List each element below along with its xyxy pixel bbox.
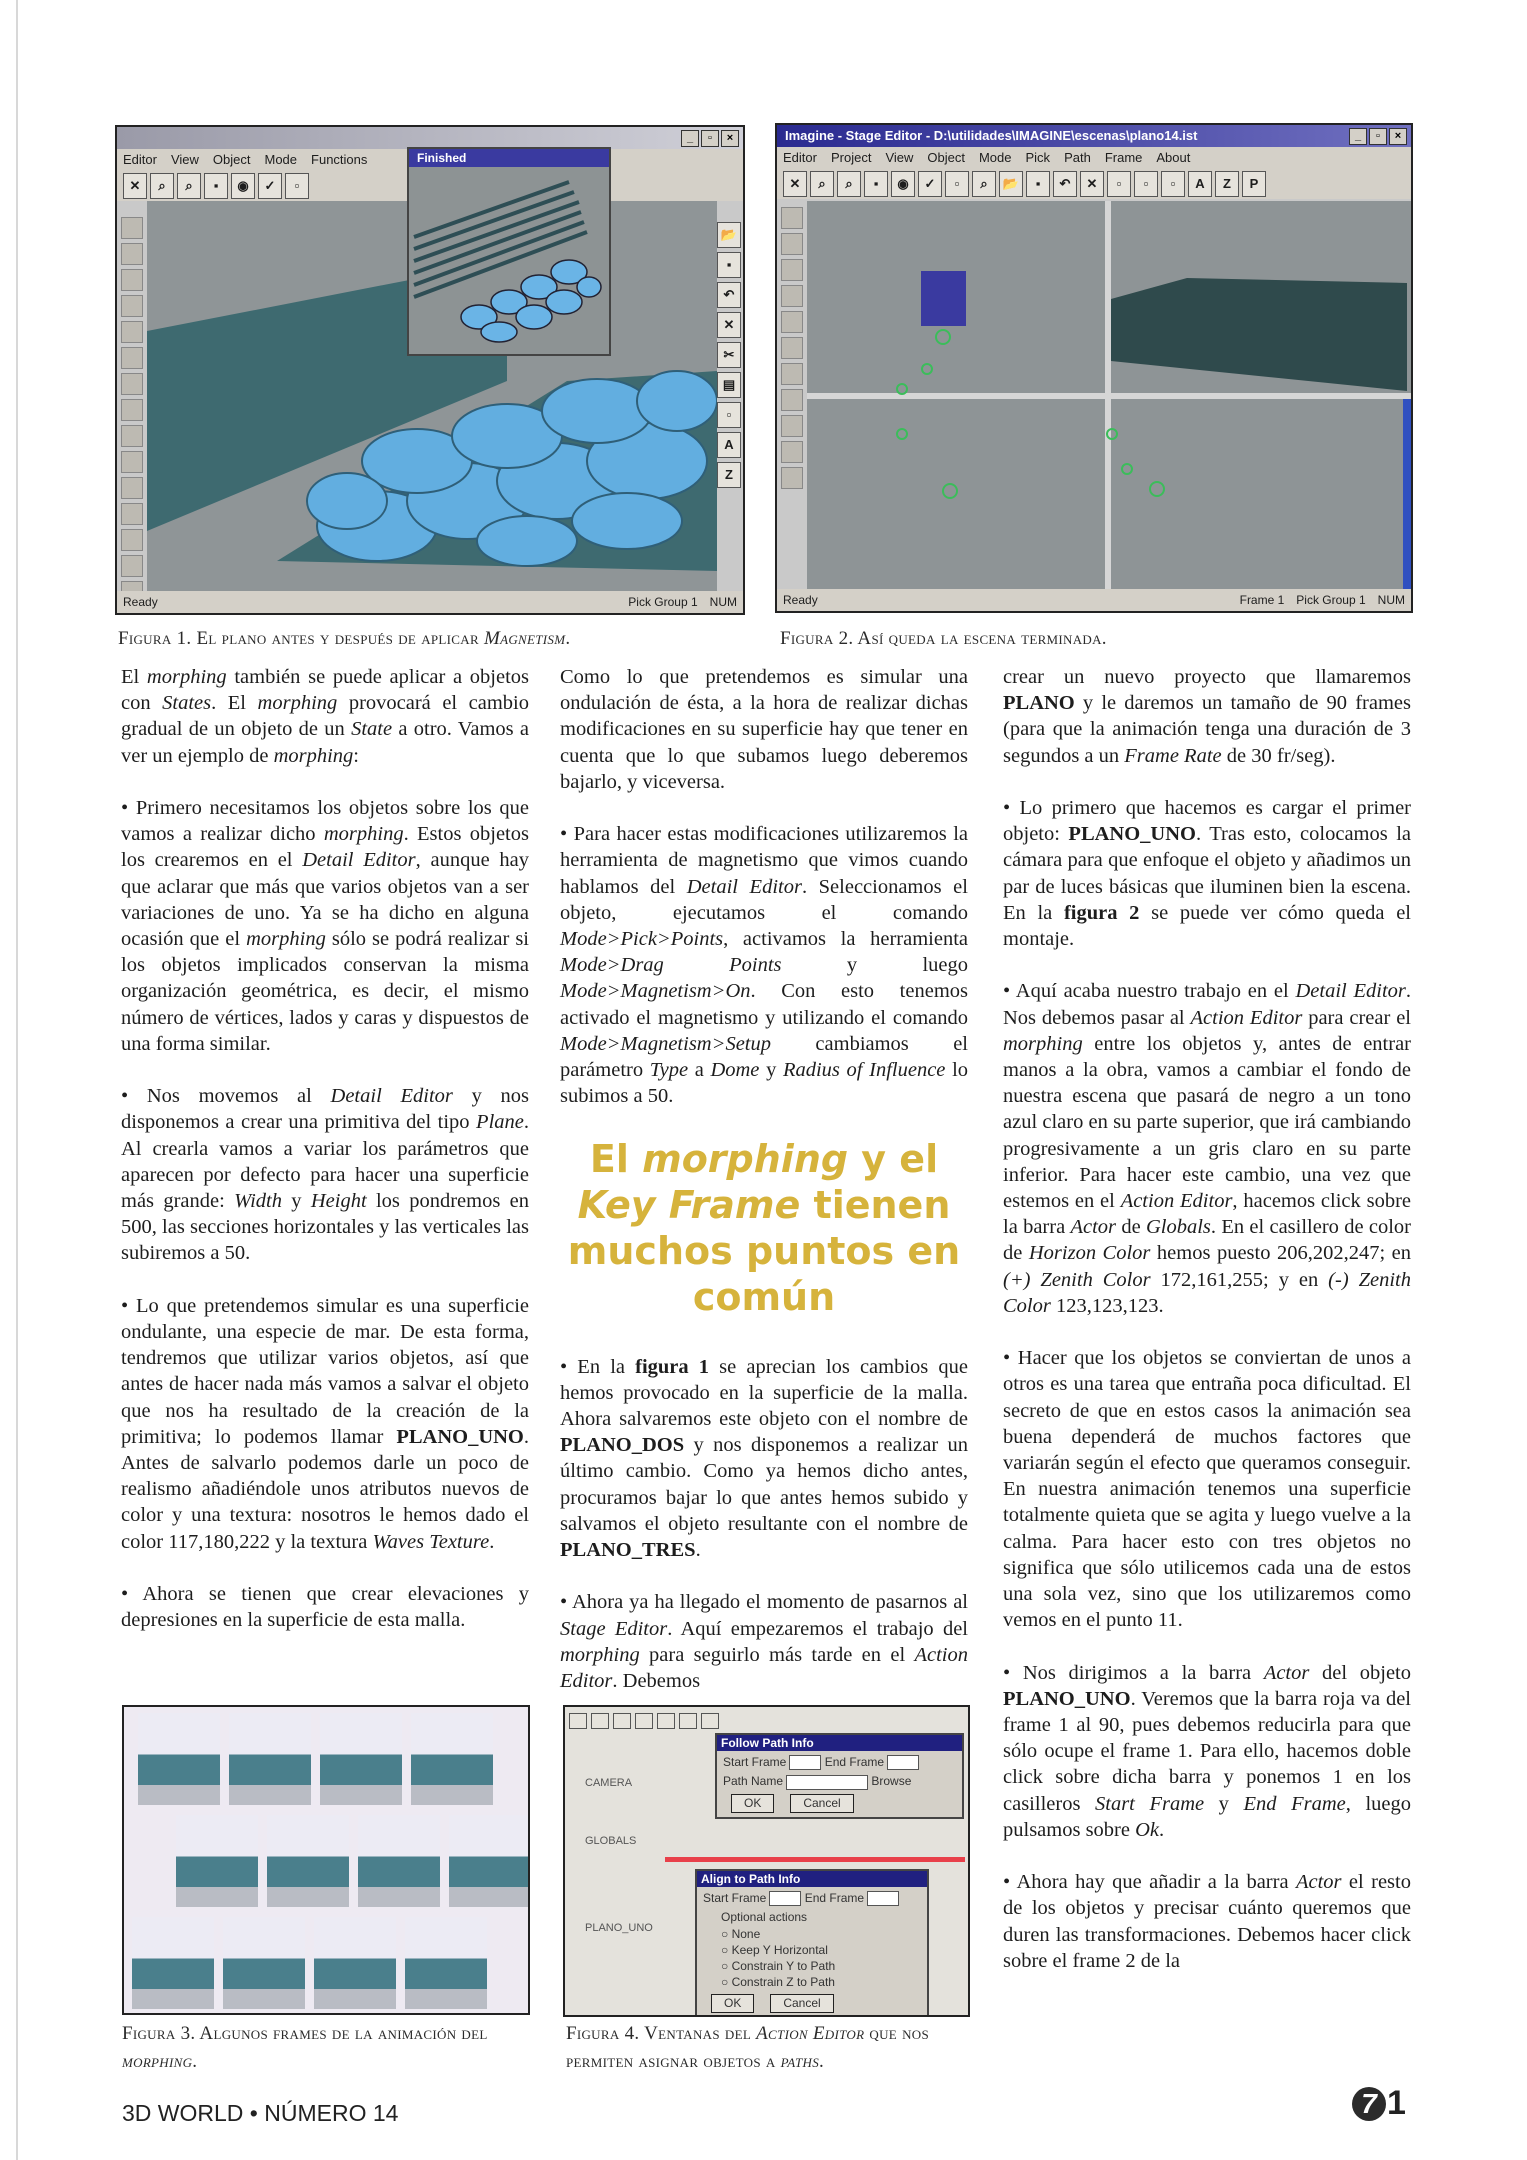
ok-button[interactable]: OK <box>711 1994 754 2013</box>
menu-bar <box>777 147 1411 169</box>
text-run: • Primero necesitamos los objetos sobre los que vamos a realizar dicho <box>121 797 529 846</box>
text-run: del objeto <box>1309 1661 1411 1684</box>
text-run: y <box>1204 1792 1244 1815</box>
text-run: • En la <box>560 1355 636 1378</box>
actor-bar[interactable] <box>665 1857 965 1862</box>
text-run: Plane <box>476 1111 524 1134</box>
follow-path-dialog <box>715 1733 964 1819</box>
text-run: figura 1 <box>635 1355 710 1378</box>
text-run: y el <box>848 1136 939 1181</box>
radio-option[interactable]: ○ Constrain Z to Path <box>721 1975 835 1990</box>
cancel-button[interactable]: Cancel <box>790 1794 853 1813</box>
status-pick-group: Pick Group 1 <box>1296 593 1366 607</box>
text-run: Ok <box>1135 1818 1160 1841</box>
text-run: • Nos dirigimos a la barra <box>1003 1661 1264 1684</box>
menu-item: Path <box>1064 150 1091 165</box>
text-run: cambiamos el parámetro <box>560 1032 968 1082</box>
menu-item: Editor <box>783 150 817 165</box>
window-controls: _ ▫ × <box>681 130 739 147</box>
text-run: • Hacer que los objetos se conviertan de unos a otros es una tarea que entraña poca dificultad. El secreto de que en estos casos la animación sea buena dependerá de muchos factores que variarán según el efecto que queramos conseguir. En nuestra animación tenemos una superficie totalmente quieta que se agita y luego vuelve a la calma. Para hacer esto con tres objetos no significa que sólo utilicemos cada una de estos una sola vez, sino que los utilizaremos como vemos en el punto 11. <box>1003 1347 1411 1632</box>
status-text: Ready <box>123 595 158 609</box>
text-run: . El <box>211 692 258 715</box>
start-frame-input[interactable] <box>789 1755 821 1770</box>
text-run: Action Editor <box>1120 1190 1233 1213</box>
window-titlebar: Imagine - Stage Editor - D:\utilidades\IMAGINE\escenas\plano14.ist <box>777 125 1411 147</box>
column-1 <box>121 664 529 1660</box>
caption-text: Figura 4. Ventanas del <box>566 2023 757 2044</box>
text-run: State <box>351 718 393 741</box>
text-run: provocará el cambio gradual de un objeto de un <box>121 692 529 741</box>
figure-4-caption <box>566 2020 976 2076</box>
text-run: y nos disponemos a realizar un último cambio. Como ya hemos dicho antes, procuramos bajar lo que antes hemos subido y salvamos el objeto resultante con el nombre de <box>560 1434 968 1535</box>
end-frame-label: End Frame <box>804 1891 865 1905</box>
text-run: PLANO_DOS <box>560 1434 685 1457</box>
text-run: • Ahora se tienen que crear elevaciones y depresiones en la superficie de esta malla. <box>121 1583 529 1632</box>
status-text: Ready <box>783 593 818 607</box>
page-number-circle: 7 <box>1352 2087 1386 2121</box>
paragraph <box>1003 1660 1411 1843</box>
text-run: crear un nuevo proyecto que llamaremos <box>1003 666 1411 688</box>
text-run: y le daremos un tamaño de 90 frames (para que la animación tenga una duración de 3 segundos a un <box>1003 692 1411 767</box>
text-run: y <box>759 1059 783 1082</box>
dialog-title: Follow Path Info <box>717 1735 962 1751</box>
toolbar: ✕ ⌕ ⌕ ▪ ◉ ✓ ▫ <box>117 171 743 201</box>
text-run: Frame Rate <box>1124 744 1222 767</box>
caption-text: . <box>192 2051 198 2072</box>
path-name-input[interactable] <box>786 1775 868 1790</box>
caption-italic: Action Editor <box>756 2023 865 2044</box>
text-run: Stage Editor <box>560 1617 668 1640</box>
text-run: el resto de los objetos y precisar cuánto queremos que duren las transformaciones. Debemos hacer click sobre el frame 2 de la <box>1003 1871 1411 1972</box>
caption-text: que nos permiten asignar objetos a <box>566 2023 929 2072</box>
end-frame-label: End Frame <box>824 1755 885 1769</box>
figure-3-caption <box>122 2020 532 2076</box>
figure-1-caption <box>118 626 570 652</box>
paragraph <box>1003 1345 1411 1633</box>
menu-item: Object <box>212 152 251 167</box>
text-run: 123,123,123. <box>1050 1294 1164 1317</box>
radio-label: Keep Y Horizontal <box>731 1943 828 1958</box>
morph-frame-thumbnail <box>449 1815 530 1907</box>
morph-frame-thumbnail <box>358 1815 440 1907</box>
text-run: . Debemos <box>612 1670 701 1693</box>
paragraph <box>121 795 529 1057</box>
text-run: Mode>Pick>Points <box>560 928 724 951</box>
paragraph <box>560 664 968 795</box>
text-run: se puede ver cómo queda el montaje. <box>1003 901 1411 951</box>
tool-p: P <box>1242 171 1266 197</box>
text-run: de <box>1116 1216 1146 1239</box>
morph-frame-thumbnail <box>223 1917 305 2009</box>
paragraph <box>560 1589 968 1694</box>
text-run: Mode>Drag Points <box>560 954 782 977</box>
pull-quote <box>560 1136 968 1320</box>
status-num: NUM <box>1377 593 1405 607</box>
text-run: , aunque hay que aclarar que más que varios objetos van a ser variaciones de uno. Ya se ha dicho en alguna ocasión que el <box>121 849 529 951</box>
text-run: PLANO <box>1003 692 1075 715</box>
page-number <box>1352 2084 1406 2123</box>
caption-text: . <box>819 2051 825 2072</box>
text-run: . Veremos que la barra roja va del frame 1 al 90, pues debemos reducirla para que sólo ocupe el frame 1. Para ello, hacemos doble click sobre dicha barra y ponemos 1 en los casilleros <box>1003 1687 1411 1815</box>
figure-2-caption: Figura 2. Así queda la escena terminada. <box>780 628 1107 649</box>
text-run: morphing <box>273 744 354 767</box>
paragraph <box>121 1293 529 1555</box>
text-run: States <box>162 692 212 715</box>
menu-item: Functions <box>311 152 368 167</box>
text-run: morphing <box>257 692 338 715</box>
morph-frame-thumbnail <box>138 1713 220 1805</box>
text-run: Mode>Magnetism>Setup <box>560 1032 771 1055</box>
cancel-button[interactable]: Cancel <box>770 1994 833 2013</box>
text-run: . En el casillero de color de <box>1003 1216 1411 1265</box>
menu-item: Pick <box>1025 150 1051 165</box>
paragraph <box>1003 664 1411 769</box>
radio-label: None <box>731 1927 761 1942</box>
text-run: Detail Editor <box>302 849 416 872</box>
morph-frame-thumbnail <box>320 1713 402 1805</box>
paragraph <box>121 1083 529 1266</box>
dialog-title: Align to Path Info <box>697 1871 927 1887</box>
menu-item: View <box>885 150 914 165</box>
text-run: . <box>695 1539 701 1562</box>
text-run: Horizon Color <box>1028 1242 1151 1265</box>
text-run: . Aquí empezaremos el trabajo del <box>667 1617 968 1640</box>
text-run: Key Frame <box>577 1182 801 1227</box>
caption-italic: paths <box>780 2051 819 2072</box>
text-run: Detail Editor <box>686 875 802 898</box>
figure-2-screenshot <box>775 123 1413 613</box>
text-run: morphing <box>1003 1032 1083 1055</box>
text-run: : <box>353 744 359 767</box>
menu-item: Object <box>927 150 965 165</box>
text-run: End Frame <box>1243 1792 1346 1815</box>
column-2 <box>560 664 968 1720</box>
align-path-dialog <box>695 1869 929 2017</box>
text-run: • Ahora ya ha llegado el momento de pasarnos al <box>560 1591 968 1614</box>
morph-frame-thumbnail <box>405 1917 487 2009</box>
text-run: Type <box>649 1059 689 1082</box>
text-run: y <box>281 1190 311 1213</box>
radio-label: Constrain Z to Path <box>731 1975 835 1990</box>
text-run: • Para hacer estas modificaciones utilizaremos la herramienta de magnetismo que vimos cuando hablamos del <box>560 823 968 898</box>
text-run: Detail Editor <box>330 1085 453 1108</box>
text-run: El <box>589 1136 643 1181</box>
text-run: • Aquí acaba nuestro trabajo en el <box>1003 980 1296 1003</box>
text-run: , hacemos click sobre la barra <box>1003 1190 1411 1239</box>
text-run: sólo se podrá realizar si los objetos implicados conservan la misma organización geométrica, es decir, el mismo número de vértices, lados y caras y dispuestos de una forma similar. <box>121 928 529 1055</box>
radio-option[interactable]: ○ None <box>721 1927 761 1942</box>
text-run: . Nos debemos pasar al <box>1003 980 1411 1029</box>
text-run: Action Editor <box>560 1643 968 1693</box>
text-run: PLANO_UNO <box>1068 823 1196 846</box>
tool-z: Z <box>717 462 741 488</box>
radio-option[interactable]: ○ Constrain Y to Path <box>721 1959 836 1974</box>
action-toolbar <box>569 1713 719 1729</box>
column-3 <box>1003 664 1411 2000</box>
text-run: PLANO_UNO <box>1003 1687 1131 1710</box>
radio-label: Constrain Y to Path <box>731 1959 836 1974</box>
caption-italic: morphing <box>122 2051 193 2072</box>
left-toolbar <box>121 217 143 603</box>
status-num: NUM <box>709 595 737 609</box>
scan-edge <box>16 0 18 2160</box>
text-run: Mode>Magnetism>On <box>560 980 751 1003</box>
text-run: . <box>489 1530 495 1553</box>
text-run: morphing <box>323 823 404 846</box>
text-run: Width <box>234 1190 282 1213</box>
paragraph <box>1003 1869 1411 1974</box>
paragraph <box>560 1354 968 1564</box>
tool-a: A <box>1188 171 1212 197</box>
text-run: . Estos objetos los crearemos en el <box>121 823 529 872</box>
text-run: • Lo que pretendemos simular es una superficie ondulante, una especie de mar. De esta forma, tendremos que utilizar varios objetos, así que antes de hacer nada más vamos a salvar el objeto que nos ha resultado de la creación de la primitiva; lo podemos llamar <box>121 1294 529 1448</box>
morph-frame-thumbnail <box>267 1815 349 1907</box>
text-run: , activamos la herramienta <box>723 928 968 951</box>
text-run: Detail Editor <box>1295 980 1406 1003</box>
left-toolbar <box>781 207 803 489</box>
text-run: 172,161,255; y en <box>1150 1268 1329 1291</box>
text-run: Dome <box>710 1059 760 1082</box>
light-object <box>921 271 966 326</box>
text-run: y nos disponemos a crear una primitiva del tipo <box>121 1085 530 1134</box>
status-pick-group: Pick Group 1 <box>628 595 698 609</box>
text-run: morphing <box>560 1643 640 1666</box>
morph-frame-thumbnail <box>314 1917 396 2009</box>
text-run: Actor <box>1295 1871 1342 1894</box>
text-run: . Tras esto, colocamos la cámara para que enfoque el objeto y añadimos un par de luces básicas que iluminen bien la escena. En la <box>1003 823 1411 924</box>
morph-frame-thumbnail <box>229 1713 311 1805</box>
text-run: Globals <box>1145 1216 1211 1239</box>
start-frame-label: Start Frame <box>703 1891 767 1905</box>
status-frame: Frame 1 <box>1239 593 1285 607</box>
text-run: Action Editor <box>1190 1006 1303 1029</box>
window-controls: _ ▫ × <box>1349 128 1407 145</box>
paragraph <box>1003 795 1411 952</box>
render-preview <box>409 167 605 350</box>
text-run: (+) Zenith Color <box>1003 1268 1151 1291</box>
text-run: morphing <box>246 928 326 951</box>
text-run: entre los objetos y, antes de entrar manos a la obra, vamos a cambiar el fondo de nuestra escena que pasará de negro a un tono azul claro en su parte superior, que irá cambiando progresivamente a un gris claro en su parte inferior. Para hacer este cambio, una vez que estemos en el <box>1003 1032 1411 1213</box>
ok-button[interactable]: OK <box>731 1794 774 1813</box>
text-run: y luego <box>781 954 969 977</box>
text-run: también se puede aplicar a objetos con <box>121 666 530 715</box>
text-run: • Ahora hay que añadir a la barra <box>1003 1871 1296 1894</box>
text-run: morphing <box>642 1136 849 1181</box>
menu-item: About <box>1156 150 1191 165</box>
text-run: para seguirlo más tarde en el <box>639 1643 915 1666</box>
text-run: Height <box>310 1190 367 1213</box>
text-run: . Seleccionamos el objeto, ejecutamos el comando <box>560 875 968 924</box>
tool-z: Z <box>1215 171 1239 197</box>
text-run: PLANO_TRES <box>560 1539 696 1562</box>
caption-italic: Magnetism <box>484 628 566 649</box>
caption-text: Figura 1. El plano antes y después de aplicar <box>118 628 484 649</box>
text-run: Waves Texture <box>372 1530 490 1553</box>
start-frame-label: Start Frame <box>723 1755 787 1769</box>
morph-frame-thumbnail <box>132 1917 214 2009</box>
text-run: morphing <box>146 666 227 688</box>
window-titlebar <box>117 127 743 149</box>
menu-item: Editor <box>123 152 157 167</box>
text-run: hemos puesto 206,202,247; en <box>1150 1242 1412 1265</box>
path-name-label: Path Name <box>723 1774 784 1789</box>
text-run: Radius of Influence <box>782 1059 946 1082</box>
browse-button[interactable]: Browse <box>871 1774 912 1789</box>
status-bar <box>117 591 743 613</box>
morph-frame-thumbnail <box>176 1815 258 1907</box>
text-run: , luego pulsamos sobre <box>1003 1792 1412 1841</box>
text-run: a <box>688 1059 711 1082</box>
caption-text: . <box>565 628 571 649</box>
text-run: Start Frame <box>1095 1792 1205 1815</box>
start-frame-input[interactable] <box>769 1891 801 1906</box>
menu-item: Frame <box>1104 150 1143 165</box>
figure-4-action-editor <box>563 1705 970 2017</box>
status-bar <box>777 589 1411 611</box>
menu-item: Mode <box>264 152 298 167</box>
paragraph <box>121 1581 529 1633</box>
text-run: Actor <box>1070 1216 1117 1239</box>
column-2-top <box>560 664 968 1109</box>
toolbar: ✕ ⌕ ⌕ ▪ ◉ ✓ ▫ ⌕ 📂 ▪ ↶ ✕ ▫ ▫ ▫ A Z P <box>777 169 1411 199</box>
text-run: (-) Zenith Color <box>1003 1268 1411 1317</box>
column-2-bottom <box>560 1354 968 1695</box>
text-run: se aprecian los cambios que hemos provocado en la superficie de la malla. Ahora salvaremos este objeto con el nombre de <box>560 1355 968 1431</box>
text-run: los pondremos en 500, las secciones horizontales y las verticales las subiremos a 50. <box>121 1190 530 1265</box>
paragraph <box>1003 978 1411 1319</box>
menu-item: View <box>170 152 199 167</box>
text-run: figura 2 <box>1063 901 1140 924</box>
text-run: lo subimos a 50. <box>560 1059 969 1108</box>
text-run: a otro. Vamos a ver un ejemplo de <box>121 718 529 767</box>
text-run: . Con esto tenemos activado el magnetismo y utilizando el comando <box>560 980 968 1029</box>
text-run: El <box>121 666 147 688</box>
text-run: Actor <box>1263 1661 1310 1684</box>
actor-label-plano-uno: PLANO_UNO <box>585 1922 653 1934</box>
paragraph <box>121 664 529 769</box>
render-window-title: Finished <box>409 149 609 167</box>
text-run: Como lo que pretendemos es simular una ondulación de ésta, a la hora de realizar dichas modificaciones en su superficie hay que tener en cuenta que lo que subamos luego deberemos bajarlo, y viceversa. <box>560 666 968 793</box>
end-frame-input[interactable] <box>887 1755 919 1770</box>
right-toolbar: 📂 ▪ ↶ ✕ ✂ ▤ ▫ A Z <box>717 222 739 488</box>
text-run: . Antes de salvarlo podemos darle un poco de realismo añadiéndole unos atributos nuevos de color y una textura: nosotros le hemos dado el color 117,180,222 y la textura <box>121 1425 529 1553</box>
page-number-digit: 1 <box>1387 2084 1406 2122</box>
caption-text: Figura 3. Algunos frames de la animación del <box>122 2023 488 2044</box>
menu-item: Project <box>830 150 872 165</box>
actor-label-camera: CAMERA <box>585 1777 633 1789</box>
text-run: . Al crearla vamos a variar los parámetros que aparecen por defecto para hacer una superficie más grande: <box>121 1111 529 1213</box>
magazine-footer: 3D WORLD • NÚMERO 14 <box>122 2100 399 2126</box>
figure-3-morph-frames <box>122 1705 530 2015</box>
tool-a: A <box>717 432 741 458</box>
text-run: PLANO_UNO <box>396 1425 524 1448</box>
text-run: para crear el <box>1302 1006 1411 1029</box>
morph-frame-thumbnail <box>411 1713 493 1805</box>
text-run: • Lo primero que hacemos es cargar el primer objeto: <box>1003 797 1411 846</box>
finished-render-window <box>407 147 611 356</box>
paragraph <box>560 821 968 1109</box>
actor-label-globals: GLOBALS <box>585 1835 637 1847</box>
menu-item: Mode <box>978 150 1012 165</box>
figure-1-screenshot <box>115 125 745 615</box>
radio-option[interactable]: ○ Keep Y Horizontal <box>721 1943 828 1958</box>
optional-actions-label: Optional actions <box>721 1910 808 1925</box>
text-run: . <box>1159 1818 1165 1841</box>
text-run: tienen muchos puntos en común <box>567 1182 961 1319</box>
end-frame-input[interactable] <box>867 1891 899 1906</box>
text-run: • Nos movemos al <box>121 1085 331 1108</box>
quad-viewports <box>807 201 1411 591</box>
text-run: de 30 fr/seg). <box>1221 744 1336 767</box>
